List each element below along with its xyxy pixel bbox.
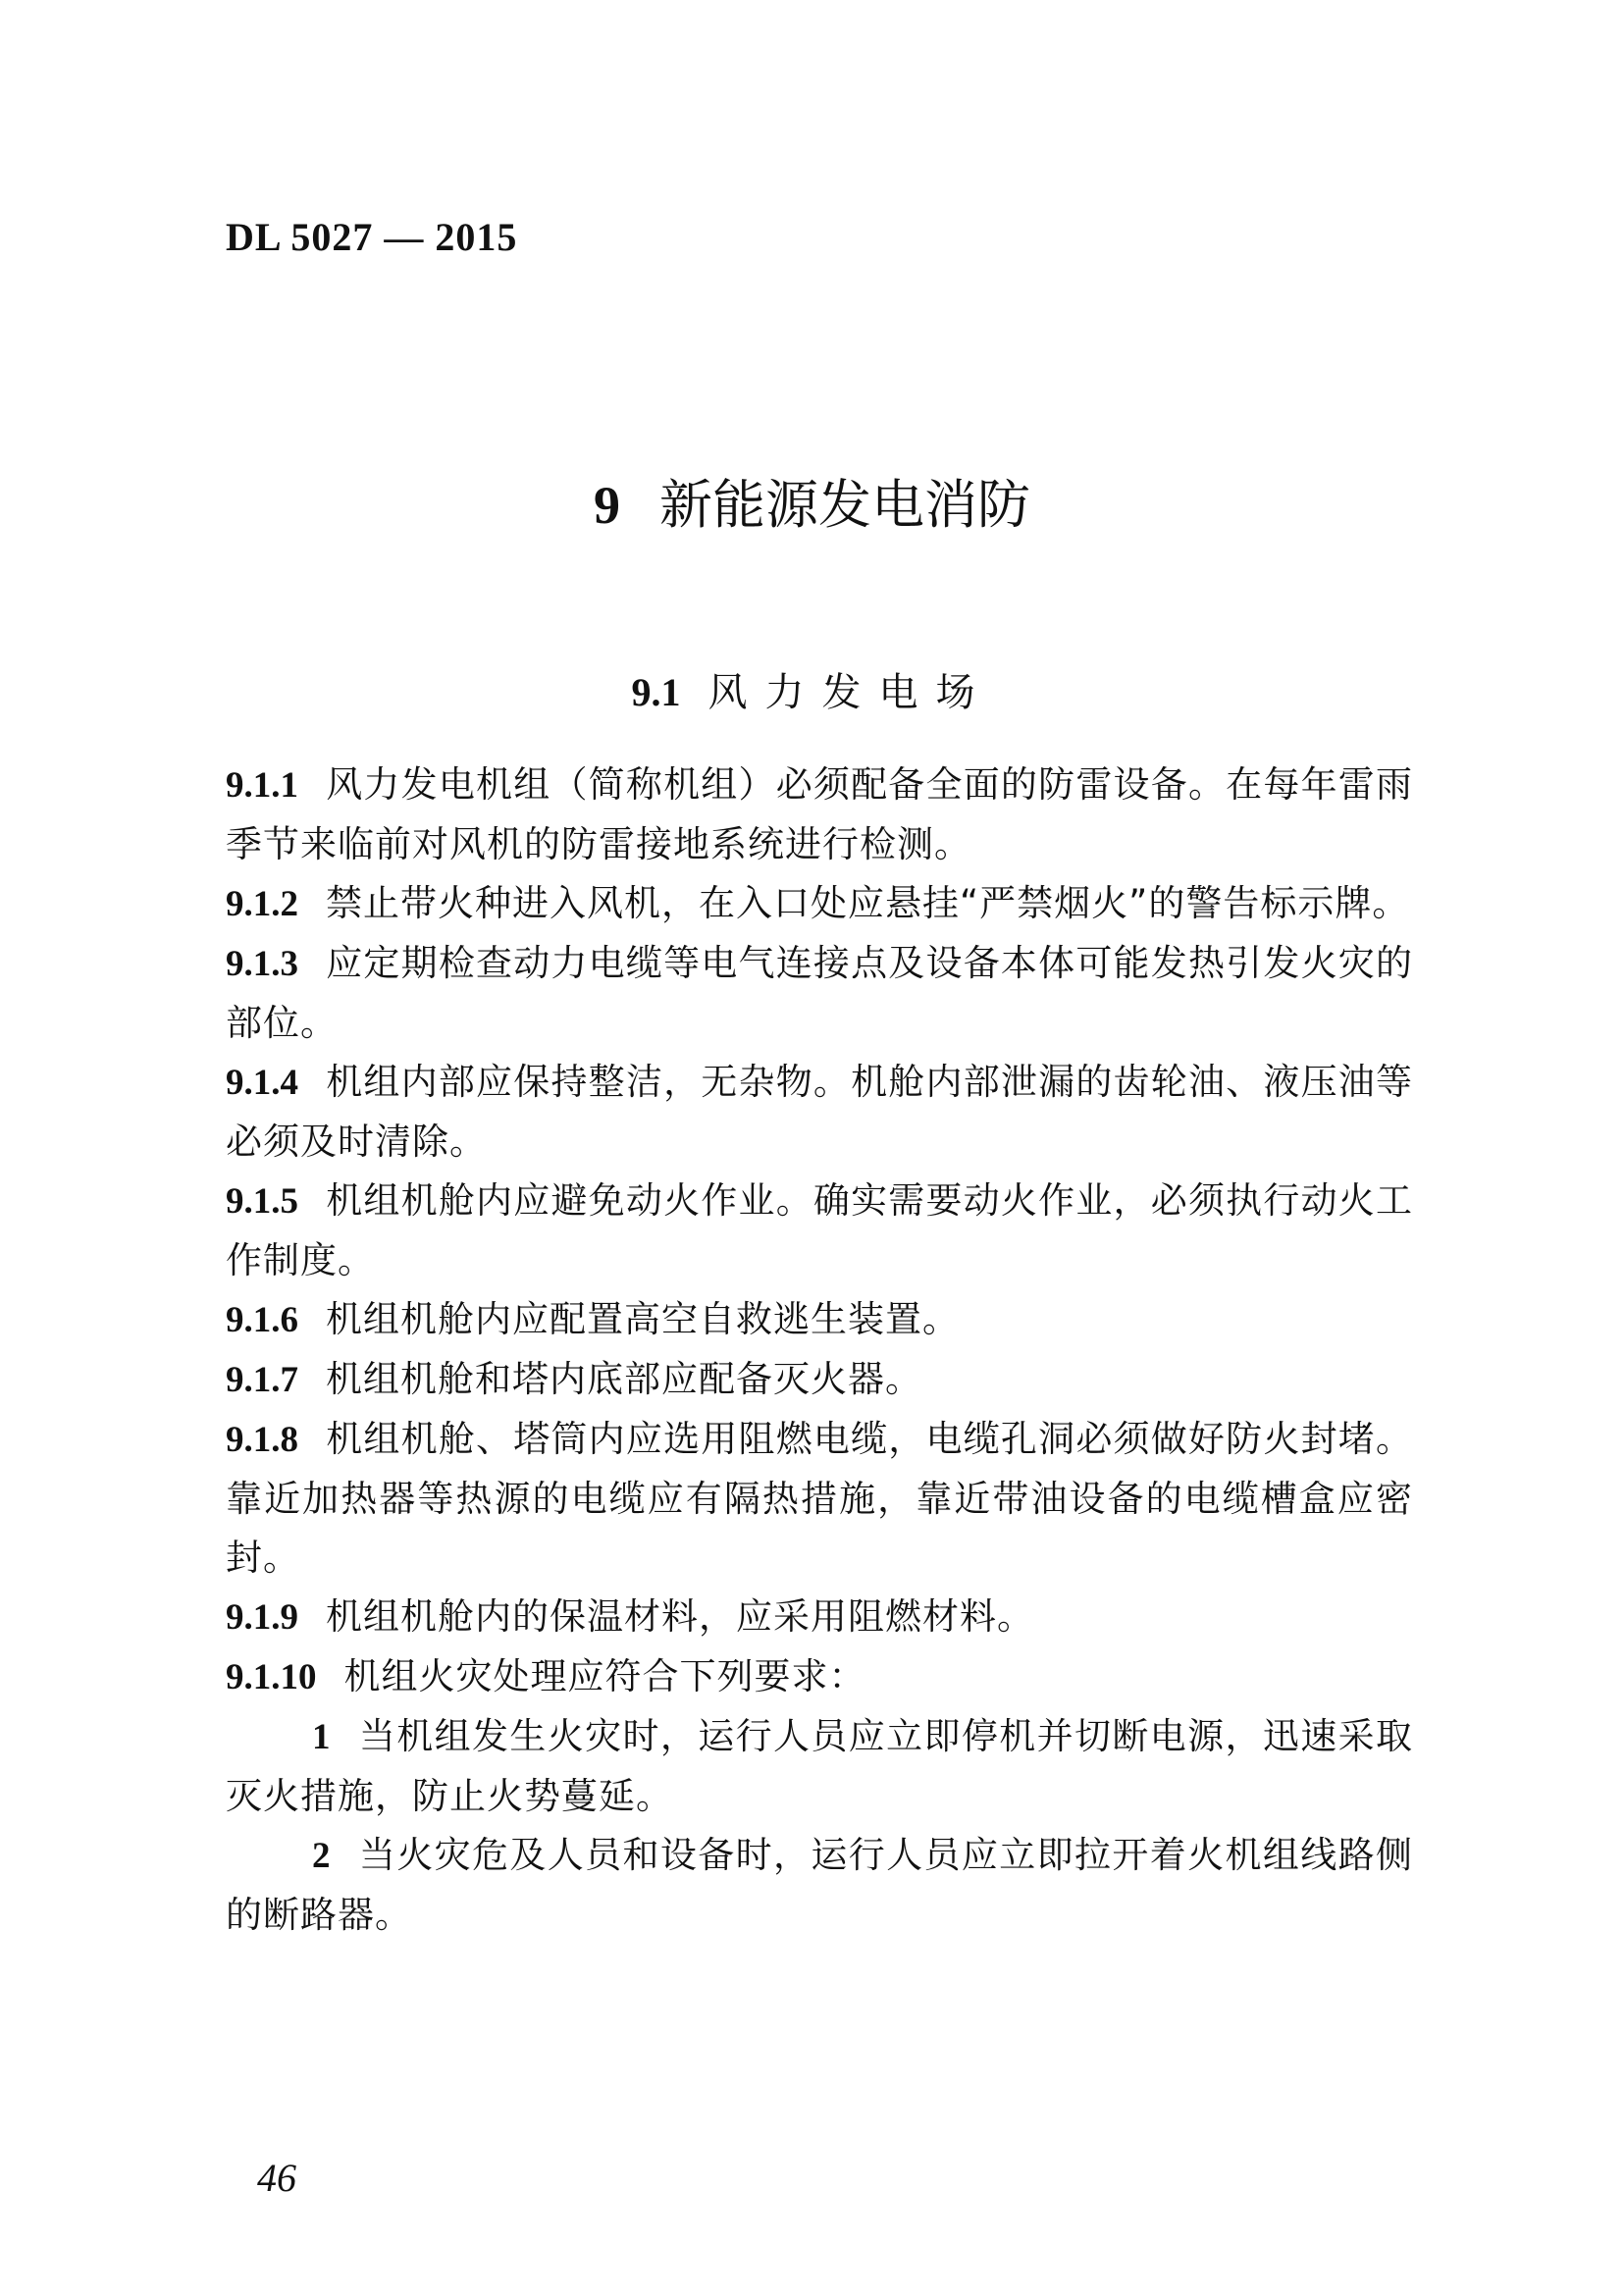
clause — [226, 756, 1413, 874]
chapter-title — [0, 463, 1624, 539]
clause — [226, 1647, 1413, 1707]
clause — [226, 1410, 1413, 1588]
section-title-text: 风力发电场 — [707, 670, 993, 715]
page-number: 46 — [257, 2156, 296, 2200]
clause-text: 风力发电机组（简称机组）必须配备全面的防雷设备。在每年雷雨季节来临前对风机的防雷接地系统进行检测。 — [226, 763, 1413, 865]
clause-text: 机组机舱、塔筒内应选用阻燃电缆，电缆孔洞必须做好防火封堵。靠近加热器等热源的电缆应有隔热措施，靠近带油设备的电缆槽盒应密封。 — [226, 1418, 1413, 1579]
clause — [226, 1350, 1413, 1410]
standard-code: DL 5027 — 2015 — [226, 215, 518, 259]
clause-number: 9.1.2 — [226, 884, 298, 924]
clause-text: 机组火灾处理应符合下列要求： — [343, 1655, 866, 1697]
item-number: 2 — [312, 1836, 332, 1876]
clause — [226, 1172, 1413, 1290]
clause-number: 9.1.7 — [226, 1360, 298, 1400]
clause — [226, 874, 1413, 934]
clause-number: 9.1.8 — [226, 1420, 298, 1460]
clause — [226, 1588, 1413, 1647]
clause-text: 机组内部应保持整洁，无杂物。机舱内部泄漏的齿轮油、液压油等必须及时清除。 — [226, 1061, 1413, 1163]
clause-number: 9.1.6 — [226, 1300, 298, 1340]
clause-number: 9.1.10 — [226, 1657, 317, 1697]
item-text: 当火灾危及人员和设备时，运行人员应立即拉开着火机组线路侧的断路器。 — [226, 1834, 1413, 1936]
chapter-number: 9 — [594, 476, 620, 535]
clause-text: 禁止带火种进入风机，在入口处应悬挂“严禁烟火”的警告标示牌。 — [326, 882, 1410, 924]
section-title — [0, 661, 1624, 717]
list-item — [226, 1707, 1413, 1826]
clause-text: 机组机舱内应配置高空自救逃生装置。 — [326, 1298, 960, 1340]
clause-text: 机组机舱和塔内底部应配备灭火器。 — [326, 1358, 922, 1400]
clause — [226, 1290, 1413, 1350]
list-item — [226, 1826, 1413, 1945]
clause-text: 机组机舱内应避免动火作业。确实需要动火作业，必须执行动火工作制度。 — [226, 1179, 1413, 1281]
item-number: 1 — [312, 1717, 332, 1757]
clause-list — [226, 756, 1413, 1945]
clause-number: 9.1.5 — [226, 1181, 298, 1222]
clause — [226, 934, 1413, 1053]
clause-number: 9.1.4 — [226, 1063, 298, 1103]
clause-number: 9.1.1 — [226, 765, 298, 806]
clause — [226, 1053, 1413, 1172]
chapter-title-text: 新能源发电消防 — [659, 474, 1030, 536]
clause-text: 机组机舱内的保温材料，应采用阻燃材料。 — [326, 1595, 1034, 1638]
clause-text: 应定期检查动力电缆等电气连接点及设备本体可能发热引发火灾的部位。 — [226, 942, 1413, 1044]
clause-number: 9.1.9 — [226, 1597, 298, 1638]
item-text: 当机组发生火灾时，运行人员应立即停机并切断电源，迅速采取灭火措施，防止火势蔓延。 — [226, 1715, 1413, 1817]
clause-number: 9.1.3 — [226, 944, 298, 984]
section-number: 9.1 — [631, 670, 681, 714]
